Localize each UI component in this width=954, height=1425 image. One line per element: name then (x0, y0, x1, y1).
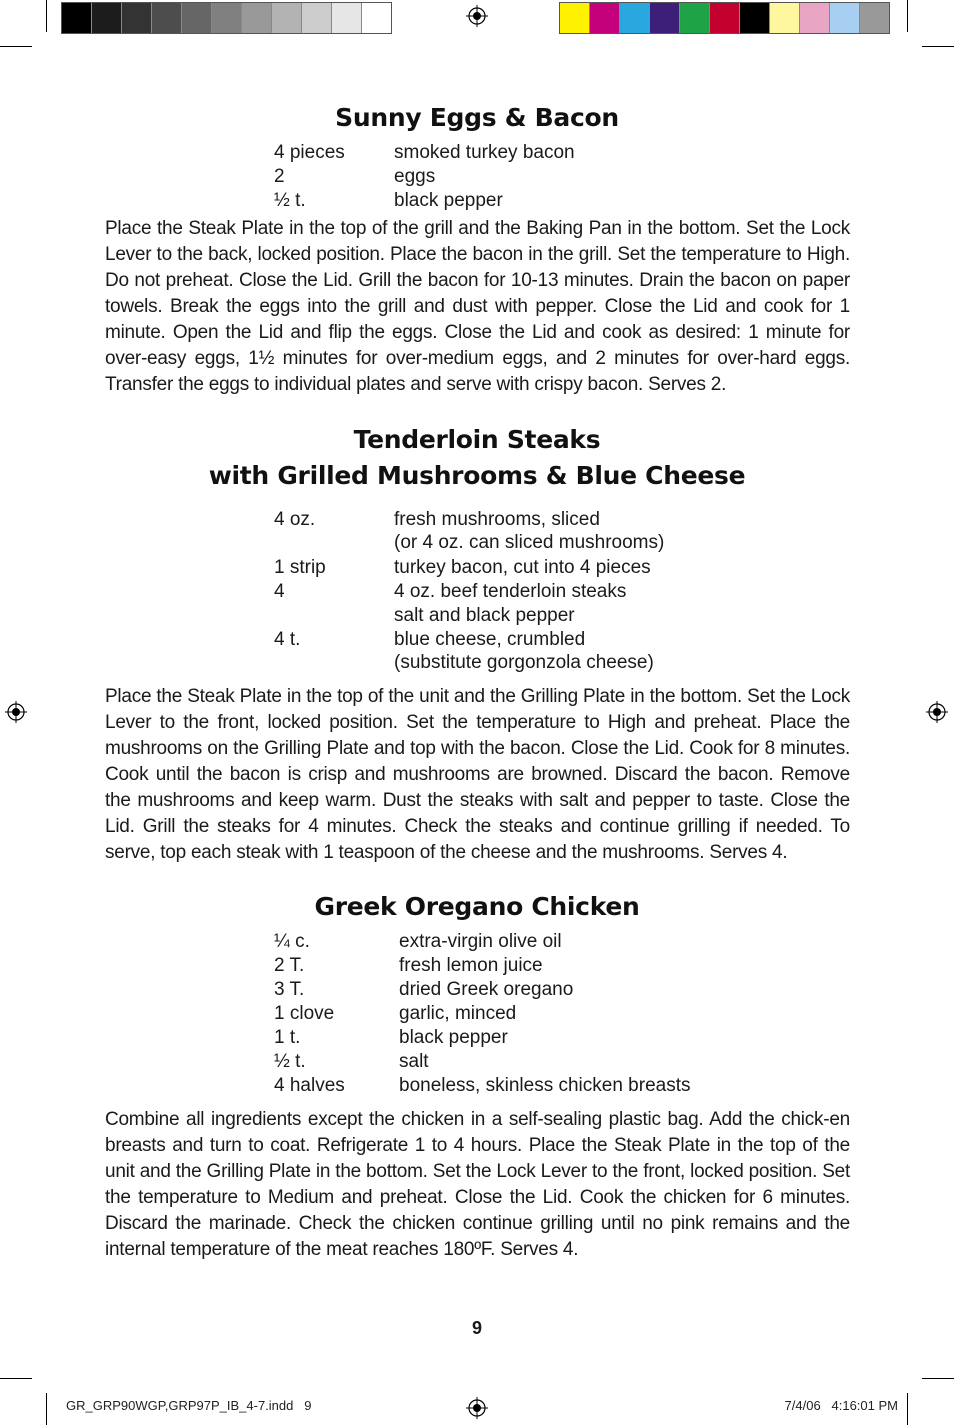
ingredient-row (274, 1002, 690, 1026)
color-swatch (740, 3, 770, 33)
color-swatch (362, 3, 391, 33)
registration-mark-icon (466, 1397, 488, 1419)
ingredient-item-note: (or 4 oz. can sliced mushrooms) (394, 532, 665, 553)
ingredient-row (274, 954, 690, 978)
directions-sunny-eggs: Place the Steak Plate in the top of the grill and the Baking Pan in the bottom. Set the Lock Lever to the back, locked position. Place the bacon in the grill. Set the temperature to High. Do not preheat. Close the Lid. Grill the bacon for 10-13 minutes. Drain the bacon on paper towels. Break the eggs into the grill and dust with pepper. Close the Lid and cook for 1 minute. Open the Lid and flip the eggs. Close the Lid and cook as desired: 1 minute for over-easy eggs, 1½ minutes for over-medium eggs, and 2 minutes for over-hard eggs. Transfer the eggs to individual plates and serve with crispy bacon. Serves 2. (105, 218, 850, 395)
color-swatch (650, 3, 680, 33)
ingredient-item: salt (399, 1051, 429, 1072)
recipe-title-sunny-eggs: Sunny Eggs & Bacon (335, 103, 619, 132)
ingredient-item: fresh lemon juice (399, 955, 543, 976)
crop-mark (0, 46, 32, 47)
color-swatch (680, 3, 710, 33)
ingredient-row (274, 580, 664, 628)
crop-mark (922, 1378, 954, 1379)
ingredient-item-name: fresh mushrooms, sliced (394, 509, 600, 530)
ingredient-row (274, 508, 664, 553)
color-swatch (182, 3, 212, 33)
ingredient-item: extra-virgin olive oil (399, 931, 562, 952)
directions-greek-chicken: Combine all ingredients except the chicken in a self-sealing plastic bag. Add the chick-en breasts and turn to coat. Refrigerate 1 to 4 hours. Place the Steak Plate in the top of the unit and the Grilling Plate in the bottom. Set the Lock Lever to the front, locked position. Set the temperature to Medium and preheat. Close the Lid. Cook the chicken for 6 minutes. Discard the marinade. Check the chicken continue grilling until no pink remains and the internal temperature of the meat reaches 180ºF. Serves 4. (105, 1109, 850, 1260)
registration-mark-icon (466, 5, 488, 27)
ingredient-item: black pepper (399, 1027, 508, 1048)
ingredient-item-name: 4 oz. beef tenderloin steaks (394, 581, 627, 602)
color-swatch (860, 3, 889, 33)
ingredient-amount: 4 halves (274, 1075, 345, 1096)
ingredient-amount: 1 clove (274, 1003, 335, 1024)
registration-mark-icon (926, 701, 948, 723)
ingredient-item-name: blue cheese, crumbled (394, 629, 586, 650)
ingredient-item (394, 580, 626, 628)
ingredient-item: turkey bacon, cut into 4 pieces (394, 557, 651, 578)
ingredient-amount: 4 pieces (274, 142, 345, 163)
ingredient-amount: 4 t. (274, 629, 301, 650)
ingredient-row (274, 189, 575, 213)
ingredient-amount: 4 oz. (274, 509, 316, 530)
crop-mark (907, 0, 908, 32)
ingredient-item: boneless, skinless chicken breasts (399, 1075, 691, 1096)
color-swatch (212, 3, 242, 33)
ingredient-row (274, 930, 690, 954)
registration-mark-icon (5, 701, 27, 723)
ingredient-amount: ¼ c. (274, 931, 310, 952)
ingredient-row (274, 1026, 690, 1050)
crop-mark (0, 1378, 32, 1379)
color-swatch (242, 3, 272, 33)
ingredient-row (274, 1074, 690, 1098)
crop-mark (46, 0, 47, 32)
ingredient-item-note: salt and black pepper (394, 605, 575, 626)
ingredient-row (274, 978, 690, 1002)
ingredient-item (394, 508, 664, 553)
ingredient-item (394, 628, 654, 673)
ingredient-item: smoked turkey bacon (394, 142, 575, 163)
directions-tenderloin: Place the Steak Plate in the top of the unit and the Grilling Plate in the bottom. Set the Lock Lever to the front, locked position. Set the temperature to High and preheat. Place the mushrooms on the Grilling Plate and top with the bacon. Close the Lid. Cook for 8 minutes. Cook until the bacon is crisp and mushrooms are browned. Discard the bacon. Remove the mushrooms and keep warm. Dust the steaks with salt and pepper to taste. Close the Lid. Grill the steaks for 4 minutes. Check the steaks and continue grilling if needed. To serve, top each steak with 1 teaspoon of the cheese and the mushrooms. Serves 4. (105, 686, 850, 863)
ingredient-amount: ½ t. (274, 1051, 306, 1072)
file-slug: GR_GRP90WGP,GRP97P_IB_4-7.indd 9 (66, 1398, 312, 1413)
color-swatch (272, 3, 302, 33)
ingredient-row (274, 556, 664, 580)
ingredient-row (274, 165, 575, 189)
ingredient-item: dried Greek oregano (399, 979, 574, 1000)
ingredient-amount: 2 (274, 166, 285, 187)
color-swatch (92, 3, 122, 33)
ingredient-list-tenderloin (274, 508, 664, 673)
ingredient-amount: ½ t. (274, 190, 306, 211)
ingredient-amount: 3 T. (274, 979, 305, 1000)
grayscale-calibration-bar (61, 2, 392, 34)
color-swatch (62, 3, 92, 33)
ingredient-item: black pepper (394, 190, 503, 211)
ingredient-row (274, 141, 575, 165)
ingredient-item: garlic, minced (399, 1003, 517, 1024)
color-swatch (620, 3, 650, 33)
color-calibration-bar (559, 2, 890, 34)
ingredient-amount: 1 strip (274, 557, 326, 578)
color-swatch (152, 3, 182, 33)
color-swatch (332, 3, 362, 33)
recipe-title-tenderloin-line2: with Grilled Mushrooms & Blue Cheese (208, 461, 746, 490)
color-swatch (560, 3, 590, 33)
ingredient-item-note: (substitute gorgonzola cheese) (394, 652, 654, 673)
ingredient-amount: 1 t. (274, 1027, 301, 1048)
ingredient-list-greek-chicken (274, 930, 690, 1098)
ingredient-row (274, 628, 664, 673)
ingredient-amount: 2 T. (274, 955, 305, 976)
color-swatch (830, 3, 860, 33)
ingredient-item: eggs (394, 166, 436, 187)
crop-mark (922, 46, 954, 47)
crop-mark (907, 1393, 908, 1425)
timestamp-slug: 7/4/06 4:16:01 PM (784, 1398, 898, 1413)
color-swatch (302, 3, 332, 33)
ingredient-row (274, 1050, 690, 1074)
ingredient-list-sunny-eggs (274, 141, 575, 213)
crop-mark (46, 1393, 47, 1425)
color-swatch (770, 3, 800, 33)
ingredient-amount: 4 (274, 581, 285, 602)
color-swatch (800, 3, 830, 33)
page-number: 9 (471, 1318, 482, 1338)
recipe-title-tenderloin-line1: Tenderloin Steaks (353, 425, 601, 454)
color-swatch (122, 3, 152, 33)
recipe-title-greek-chicken: Greek Oregano Chicken (314, 892, 640, 921)
color-swatch (710, 3, 740, 33)
color-swatch (590, 3, 620, 33)
